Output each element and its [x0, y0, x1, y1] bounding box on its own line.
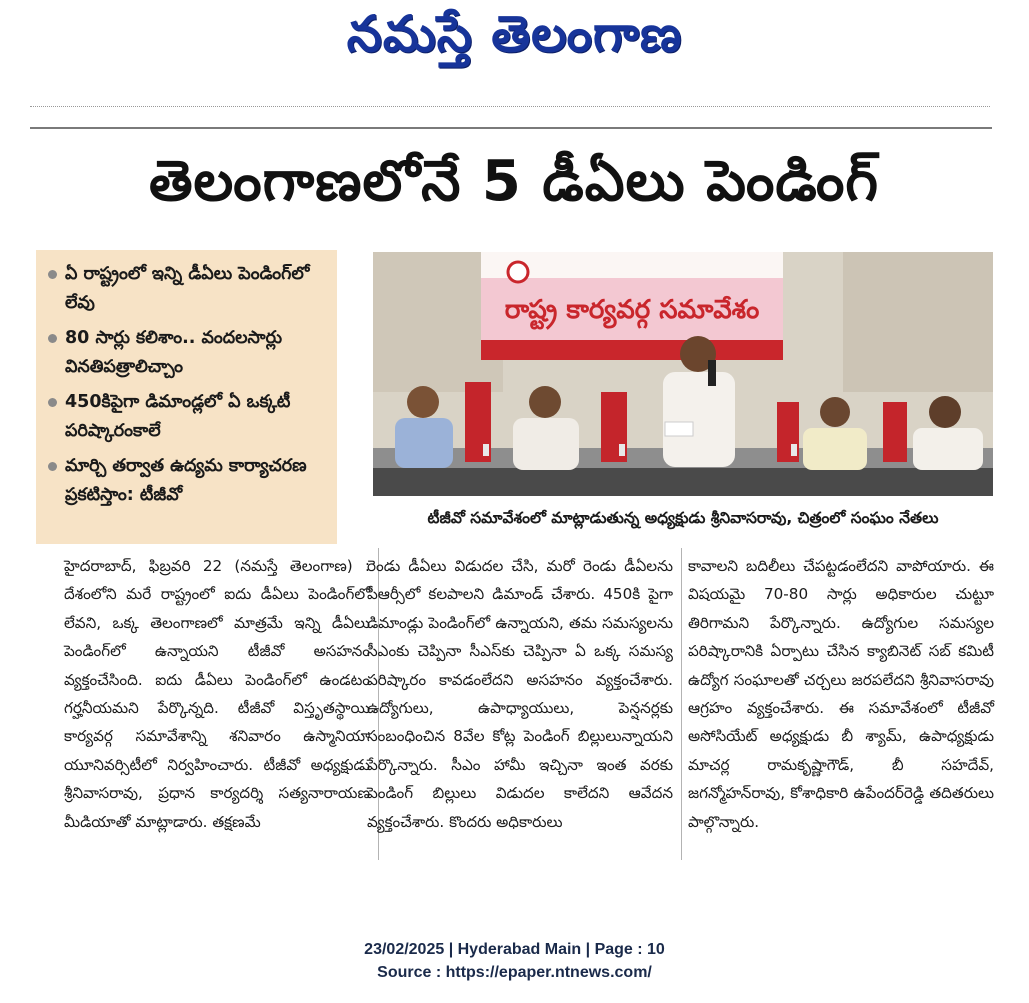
news-photo [373, 252, 993, 496]
highlight-text: మార్చి తర్వాత ఉద్యమ కార్యాచరణ ప్రకటిస్తాం: టీజీవో [65, 456, 307, 505]
highlight-text: 80 సార్లు కలిశాం.. వందలసార్లు వినతిపత్రాలిచ్చాం [65, 328, 283, 377]
bullet-icon [48, 270, 57, 279]
masthead [0, 0, 1029, 80]
bullet-icon [48, 462, 57, 471]
highlight-item [48, 260, 327, 318]
highlight-text: ఏ రాష్ట్రంలో ఇన్ని డీఏలు పెండింగ్‌లో లేవు [65, 264, 310, 313]
footer [0, 938, 1029, 984]
divider [30, 127, 992, 129]
bullet-icon [48, 334, 57, 343]
highlight-text: 450కిపైగా డిమాండ్లలో ఏ ఒక్కటీ పరిష్కారంకాలే [65, 392, 291, 441]
dateline-strip [30, 96, 990, 107]
highlight-item [48, 388, 327, 446]
newspaper-logo: నమస్తే తెలంగాణ [346, 4, 683, 63]
article-column-3: కావాలని బదిలీలు చేపట్టడంలేదని వాపోయారు. ఈ విషయమై 70-80 సార్లు అధికారుల చుట్టూ తిరిగామని పేర్కొన్నారు. ఉద్యోగుల సమస్యల పరిష్కారానికి ఏర్పాటు చేసిన క్యాబినెట్ సబ్ కమిటీ ఉద్యోగ సంఘాలతో చర్చలు జరపలేదని శ్రీనివాసరావు ఆగ్రహం వ్యక్తంచేశారు. ఈ సమావేశంలో టీజీవో అసోసియేట్ అధ్యక్షుడు బీ శ్యామ్, ఉపాధ్యక్షుడు మాచర్ల రామకృష్ణాగౌడ్, బీ సహదేవ్, జగన్మోహన్‌రావు, కోశాధికారి ఉపేందర్‌రెడ్డి తదితరులు పాల్గొన్నారు. [688, 557, 994, 831]
edition-info: 23/02/2025 | Hyderabad Main | Page : 10 [364, 941, 665, 958]
highlights-box [36, 250, 337, 544]
highlight-item [48, 324, 327, 382]
meeting-photo-illustration [373, 252, 993, 496]
article-column-1: హైదరాబాద్, ఫిబ్రవరి 22 (నమస్తే తెలంగాణ) : దేశంలోని మరే రాష్ట్రంలో ఐదు డీఏలు పెండింగ్‌లో లేవని, ఒక్క తెలంగాణలో మాత్రమే ఇన్ని డీఏలు పెండింగ్‌లో ఉన్నాయని టీజీవో అసహనం వ్యక్తంచేసింది. ఐదు డీఏలు పెండింగ్‌లో ఉండటం గర్హనీయమని పేర్కొన్నది. టీజీవో విస్తృతస్థాయి కార్యవర్గ సమావేశాన్ని శనివారం ఉస్మానియా యూనివర్సిటీలో నిర్వహించారు. టీజీవో అధ్యక్షుడు శ్రీనివాసరావు, ప్రధాన కార్యదర్శి సత్యనారాయణ మీడియాతో మాట్లాడారు. తక్షణమే [64, 557, 370, 831]
source-link[interactable]: Source : https://epaper.ntnews.com/ [377, 964, 652, 981]
column-divider [681, 548, 682, 860]
headline: తెలంగాణలోనే 5 డీఏలు పెండింగ్ [148, 148, 880, 214]
banner-title: రాష్ట్ర కార్యవర్గ సమావేశం [504, 295, 760, 325]
bullet-icon [48, 398, 57, 407]
photo-caption: టీజీవో సమావేశంలో మాట్లాడుతున్న అధ్యక్షుడు శ్రీనివాసరావు, చిత్రంలో సంఘం నేతలు [427, 509, 939, 527]
article-column-2: రెండు డీఏలు విడుదల చేసి, మరో రెండు డీఏలను పీఆర్సీలో కలపాలని డిమాండ్ చేశారు. 450కి పైగా డిమాండ్లు పెండింగ్‌లో ఉన్నాయని, తమ సమస్యలను సీఎంకు చెప్పినా సీఎస్‌కు చెప్పినా ఏ ఒక్క సమస్య పరిష్కారం కావడంలేదని అసహనం వ్యక్తంచేశారు. ఉద్యోగులు, ఉపాధ్యాయులు, పెన్షనర్లకు సంబంధించిన 8వేల కోట్ల పెండింగ్ బిల్లులున్నాయని పేర్కొన్నారు. సీఎం హామీ ఇచ్చినా ఇంత వరకు పెండింగ్ బిల్లులు విడుదల కాలేదని ఆవేదన వ్యక్తంచేశారు. కొందరు అధికారులు [367, 557, 673, 831]
highlight-item [48, 452, 327, 510]
